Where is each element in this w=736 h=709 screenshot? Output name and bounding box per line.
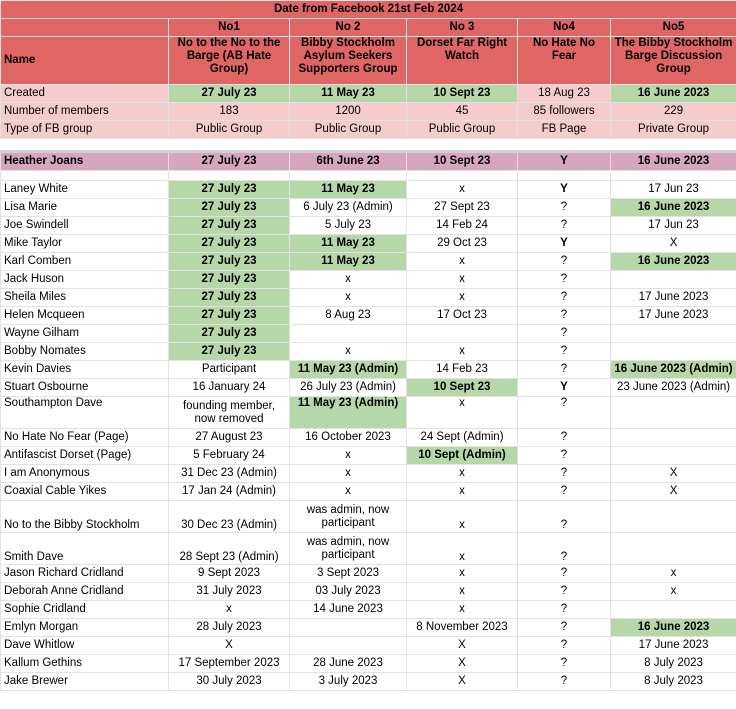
group-number-2[interactable]: No 2 xyxy=(290,19,407,37)
cell[interactable]: 14 Feb 24 xyxy=(407,217,518,235)
cell[interactable]: X xyxy=(407,655,518,673)
table-row xyxy=(1,307,736,325)
cell[interactable]: x xyxy=(407,181,518,199)
table-row xyxy=(1,501,736,533)
table-row xyxy=(1,199,736,217)
cell[interactable]: 27 August 23 xyxy=(169,429,290,447)
cell[interactable]: X xyxy=(407,637,518,655)
cell[interactable]: X xyxy=(611,483,736,501)
row-label[interactable]: Number of members xyxy=(1,103,169,121)
cell[interactable]: x xyxy=(407,601,518,619)
cell[interactable]: 27 July 23 xyxy=(169,181,290,199)
group-number-5[interactable]: No5 xyxy=(611,19,736,37)
table-row xyxy=(1,655,736,673)
cell[interactable]: Y xyxy=(518,181,611,199)
cell[interactable]: 30 July 2023 xyxy=(169,673,290,691)
cell[interactable]: ? xyxy=(518,271,611,289)
cell[interactable]: ? xyxy=(518,533,611,565)
cell[interactable] xyxy=(611,271,736,289)
cell[interactable]: ? xyxy=(518,501,611,533)
cell[interactable]: 28 July 2023 xyxy=(169,619,290,637)
row-label[interactable]: Joe Swindell xyxy=(1,217,169,235)
cell[interactable]: 16 June 2023 xyxy=(611,199,736,217)
cell[interactable]: 27 July 23 xyxy=(169,271,290,289)
cell[interactable]: 27 July 23 xyxy=(169,217,290,235)
cell[interactable]: 23 June 2023 (Admin) xyxy=(611,379,736,397)
cell[interactable]: 8 July 2023 xyxy=(611,655,736,673)
cell[interactable]: 16 June 2023 xyxy=(611,152,736,171)
cell[interactable]: 1200 xyxy=(290,103,407,121)
cell[interactable]: x xyxy=(407,289,518,307)
cell[interactable]: x xyxy=(407,501,518,533)
group-name-1[interactable]: No to the No to the Barge (AB Hate Group) xyxy=(169,37,290,85)
table-row xyxy=(1,533,736,565)
cell[interactable]: Y xyxy=(518,235,611,253)
cell[interactable]: 14 Feb 23 xyxy=(407,361,518,379)
cell[interactable]: x xyxy=(407,465,518,483)
cell[interactable]: 17 Jan 24 (Admin) xyxy=(169,483,290,501)
cell[interactable]: Private Group xyxy=(611,121,736,139)
cell[interactable]: 27 July 23 xyxy=(169,85,290,103)
cell[interactable]: x xyxy=(407,397,518,429)
cell[interactable]: X xyxy=(611,235,736,253)
created-row xyxy=(1,85,736,103)
cell[interactable] xyxy=(611,601,736,619)
row-label[interactable]: Coaxial Cable Yikes xyxy=(1,483,169,501)
table-row xyxy=(1,181,736,199)
table-row xyxy=(1,325,736,343)
cell[interactable]: was admin, now participant xyxy=(290,501,407,533)
table-row xyxy=(1,271,736,289)
cell[interactable]: 29 Oct 23 xyxy=(407,235,518,253)
cell[interactable]: Y xyxy=(518,379,611,397)
cell[interactable]: x xyxy=(290,271,407,289)
cell[interactable]: x xyxy=(611,583,736,601)
cell[interactable]: 27 July 23 xyxy=(169,253,290,271)
cell[interactable]: x xyxy=(611,565,736,583)
cell[interactable]: 30 Dec 23 (Admin) xyxy=(169,501,290,533)
cell[interactable]: ? xyxy=(518,289,611,307)
cell[interactable]: X xyxy=(407,673,518,691)
row-label[interactable]: Emlyn Morgan xyxy=(1,619,169,637)
cell[interactable]: 5 February 24 xyxy=(169,447,290,465)
cell[interactable]: 3 July 2023 xyxy=(290,673,407,691)
cell[interactable]: x xyxy=(290,465,407,483)
cell[interactable]: x xyxy=(407,483,518,501)
table-row xyxy=(1,289,736,307)
sheet-title[interactable]: Date from Facebook 21st Feb 2024 xyxy=(1,1,736,19)
cell[interactable]: ? xyxy=(518,619,611,637)
cell[interactable]: 16 October 2023 xyxy=(290,429,407,447)
type-row xyxy=(1,121,736,139)
cell[interactable]: 5 July 23 xyxy=(290,217,407,235)
table-row xyxy=(1,361,736,379)
row-label[interactable]: Heather Joans xyxy=(1,152,169,171)
table-row xyxy=(1,673,736,691)
cell[interactable]: 27 July 23 xyxy=(169,343,290,361)
group-number-4[interactable]: No4 xyxy=(518,19,611,37)
cell[interactable]: ? xyxy=(518,483,611,501)
cell[interactable]: 18 Aug 23 xyxy=(518,85,611,103)
group-name-4[interactable]: No Hate No Fear xyxy=(518,37,611,85)
cell[interactable]: 10 Sept 23 xyxy=(407,85,518,103)
cell[interactable]: 17 June 2023 xyxy=(611,637,736,655)
row-label[interactable]: I am Anonymous xyxy=(1,465,169,483)
cell[interactable]: 9 Sept 2023 xyxy=(169,565,290,583)
cell[interactable]: ? xyxy=(518,217,611,235)
table-row xyxy=(1,601,736,619)
members-row xyxy=(1,103,736,121)
cell[interactable]: 11 May 23 xyxy=(290,253,407,271)
cell[interactable]: ? xyxy=(518,253,611,271)
cell[interactable]: ? xyxy=(518,307,611,325)
cell[interactable]: 11 May 23 (Admin) xyxy=(290,361,407,379)
table-row xyxy=(1,343,736,361)
cell[interactable]: 17 September 2023 xyxy=(169,655,290,673)
cell[interactable]: 17 Jun 23 xyxy=(611,181,736,199)
cell[interactable] xyxy=(611,501,736,533)
cell[interactable]: 16 January 24 xyxy=(169,379,290,397)
row-label[interactable]: Kevin Davies xyxy=(1,361,169,379)
cell[interactable]: 16 June 2023 xyxy=(611,85,736,103)
cell[interactable]: 16 June 2023 xyxy=(611,253,736,271)
cell[interactable]: x xyxy=(407,343,518,361)
cell[interactable] xyxy=(611,343,736,361)
highlight-row xyxy=(1,152,736,171)
table-row xyxy=(1,429,736,447)
cell[interactable]: Public Group xyxy=(290,121,407,139)
row-label[interactable]: Dave Whitlow xyxy=(1,637,169,655)
cell[interactable]: 24 Sept (Admin) xyxy=(407,429,518,447)
cell[interactable]: 183 xyxy=(169,103,290,121)
cell[interactable]: founding member, now removed xyxy=(169,397,290,429)
cell[interactable]: 27 Sept 23 xyxy=(407,199,518,217)
cell[interactable]: ? xyxy=(518,637,611,655)
cell[interactable]: 28 Sept 23 (Admin) xyxy=(169,533,290,565)
cell[interactable]: Participant xyxy=(169,361,290,379)
cell[interactable]: 6 July 23 (Admin) xyxy=(290,199,407,217)
table-row xyxy=(1,565,736,583)
cell[interactable] xyxy=(611,533,736,565)
cell[interactable]: x xyxy=(407,271,518,289)
cell[interactable]: x xyxy=(290,343,407,361)
cell[interactable] xyxy=(611,325,736,343)
cell[interactable]: 10 Sept 23 xyxy=(407,379,518,397)
table-row xyxy=(1,379,736,397)
row-label[interactable]: Kallum Gethins xyxy=(1,655,169,673)
row-label[interactable]: No to the Bibby Stockholm xyxy=(1,501,169,533)
cell[interactable]: 229 xyxy=(611,103,736,121)
cell[interactable]: ? xyxy=(518,447,611,465)
table-row xyxy=(1,583,736,601)
row-label[interactable]: Sophie Cridland xyxy=(1,601,169,619)
cell[interactable]: ? xyxy=(518,655,611,673)
cell[interactable]: 11 May 23 (Admin) xyxy=(290,397,407,429)
table-row xyxy=(1,397,736,429)
cell[interactable]: ? xyxy=(518,465,611,483)
cell[interactable]: x xyxy=(290,483,407,501)
cell[interactable]: x xyxy=(169,601,290,619)
cell[interactable]: x xyxy=(407,565,518,583)
cell[interactable]: 14 June 2023 xyxy=(290,601,407,619)
cell[interactable] xyxy=(290,619,407,637)
cell[interactable]: 85 followers xyxy=(518,103,611,121)
cell[interactable]: 17 June 2023 xyxy=(611,307,736,325)
cell[interactable] xyxy=(611,447,736,465)
cell[interactable]: ? xyxy=(518,583,611,601)
row-label[interactable]: No Hate No Fear (Page) xyxy=(1,429,169,447)
cell[interactable]: FB Page xyxy=(518,121,611,139)
cell[interactable]: ? xyxy=(518,673,611,691)
cell[interactable]: X xyxy=(169,637,290,655)
row-label[interactable]: Wayne Gilham xyxy=(1,325,169,343)
table-row xyxy=(1,235,736,253)
cell[interactable]: Y xyxy=(518,152,611,171)
cell[interactable]: 8 July 2023 xyxy=(611,673,736,691)
row-label[interactable]: Bobby Nomates xyxy=(1,343,169,361)
table-row xyxy=(1,483,736,501)
cell[interactable]: 10 Sept 23 xyxy=(407,152,518,171)
cell[interactable]: x xyxy=(290,447,407,465)
cell[interactable]: 03 July 2023 xyxy=(290,583,407,601)
cell[interactable]: 17 Jun 23 xyxy=(611,217,736,235)
cell[interactable]: x xyxy=(407,533,518,565)
cell[interactable] xyxy=(611,397,736,429)
cell[interactable] xyxy=(290,637,407,655)
cell[interactable]: x xyxy=(407,583,518,601)
row-label[interactable]: Jack Huson xyxy=(1,271,169,289)
cell[interactable]: 16 June 2023 xyxy=(611,619,736,637)
row-label[interactable]: Type of FB group xyxy=(1,121,169,139)
cell[interactable]: ? xyxy=(518,199,611,217)
cell[interactable]: X xyxy=(611,465,736,483)
cell[interactable]: ? xyxy=(518,361,611,379)
cell[interactable]: 27 July 23 xyxy=(169,152,290,171)
row-label[interactable]: Lisa Marie xyxy=(1,199,169,217)
cell[interactable]: 27 July 23 xyxy=(169,307,290,325)
group-name-2[interactable]: Bibby Stockholm Asylum Seekers Supporters Group xyxy=(290,37,407,85)
row-label[interactable]: Sheila Miles xyxy=(1,289,169,307)
name-column-header[interactable]: Name xyxy=(1,37,169,85)
cell[interactable]: 31 July 2023 xyxy=(169,583,290,601)
group-name-3[interactable]: Dorset Far Right Watch xyxy=(407,37,518,85)
cell[interactable]: ? xyxy=(518,343,611,361)
cell[interactable]: Public Group xyxy=(407,121,518,139)
row-label[interactable]: Antifascist Dorset (Page) xyxy=(1,447,169,465)
cell[interactable]: 8 November 2023 xyxy=(407,619,518,637)
cell[interactable]: 8 Aug 23 xyxy=(290,307,407,325)
cell[interactable]: ? xyxy=(518,397,611,429)
table-row xyxy=(1,253,736,271)
cell[interactable]: 45 xyxy=(407,103,518,121)
group-number-1[interactable]: No1 xyxy=(169,19,290,37)
row-label[interactable]: Mike Taylor xyxy=(1,235,169,253)
cell[interactable]: 27 July 23 xyxy=(169,235,290,253)
cell[interactable]: ? xyxy=(518,565,611,583)
group-name-5[interactable]: The Bibby Stockholm Barge Discussion Group xyxy=(611,37,736,85)
cell[interactable]: 11 May 23 xyxy=(290,235,407,253)
cell[interactable]: x xyxy=(290,289,407,307)
table-row xyxy=(1,217,736,235)
row-label[interactable]: Created xyxy=(1,85,169,103)
cell[interactable]: 16 June 2023 (Admin) xyxy=(611,361,736,379)
cell[interactable]: 27 July 23 xyxy=(169,325,290,343)
row-label[interactable]: Southampton Dave xyxy=(1,397,169,429)
row-label[interactable]: Helen Mcqueen xyxy=(1,307,169,325)
cell[interactable]: ? xyxy=(518,325,611,343)
cell[interactable] xyxy=(407,325,518,343)
table-row xyxy=(1,465,736,483)
cell[interactable]: 11 May 23 xyxy=(290,181,407,199)
row-label[interactable]: Stuart Osbourne xyxy=(1,379,169,397)
group-number-3[interactable]: No 3 xyxy=(407,19,518,37)
cell[interactable]: 28 June 2023 xyxy=(290,655,407,673)
cell[interactable]: ? xyxy=(518,601,611,619)
cell[interactable]: 31 Dec 23 (Admin) xyxy=(169,465,290,483)
cell[interactable] xyxy=(611,429,736,447)
cell[interactable]: x xyxy=(407,253,518,271)
cell[interactable]: 3 Sept 2023 xyxy=(290,565,407,583)
cell[interactable]: Public Group xyxy=(169,121,290,139)
row-label[interactable]: Jason Richard Cridland xyxy=(1,565,169,583)
cell[interactable]: 6th June 23 xyxy=(290,152,407,171)
table-row xyxy=(1,447,736,465)
row-label[interactable]: Deborah Anne Cridland xyxy=(1,583,169,601)
row-label[interactable]: Jake Brewer xyxy=(1,673,169,691)
cell[interactable]: 11 May 23 xyxy=(290,85,407,103)
cell[interactable] xyxy=(290,325,407,343)
table-row xyxy=(1,637,736,655)
table-row xyxy=(1,619,736,637)
row-label[interactable]: Laney White xyxy=(1,181,169,199)
cell[interactable]: 10 Sept (Admin) xyxy=(407,447,518,465)
cell[interactable]: ? xyxy=(518,429,611,447)
cell[interactable]: 17 June 2023 xyxy=(611,289,736,307)
cell[interactable]: was admin, now participant xyxy=(290,533,407,565)
cell[interactable]: 27 July 23 xyxy=(169,289,290,307)
row-label[interactable]: Karl Comben xyxy=(1,253,169,271)
cell[interactable]: 17 Oct 23 xyxy=(407,307,518,325)
cell[interactable]: 27 July 23 xyxy=(169,199,290,217)
row-label[interactable]: Smith Dave xyxy=(1,533,169,565)
cell[interactable]: 26 July 23 (Admin) xyxy=(290,379,407,397)
